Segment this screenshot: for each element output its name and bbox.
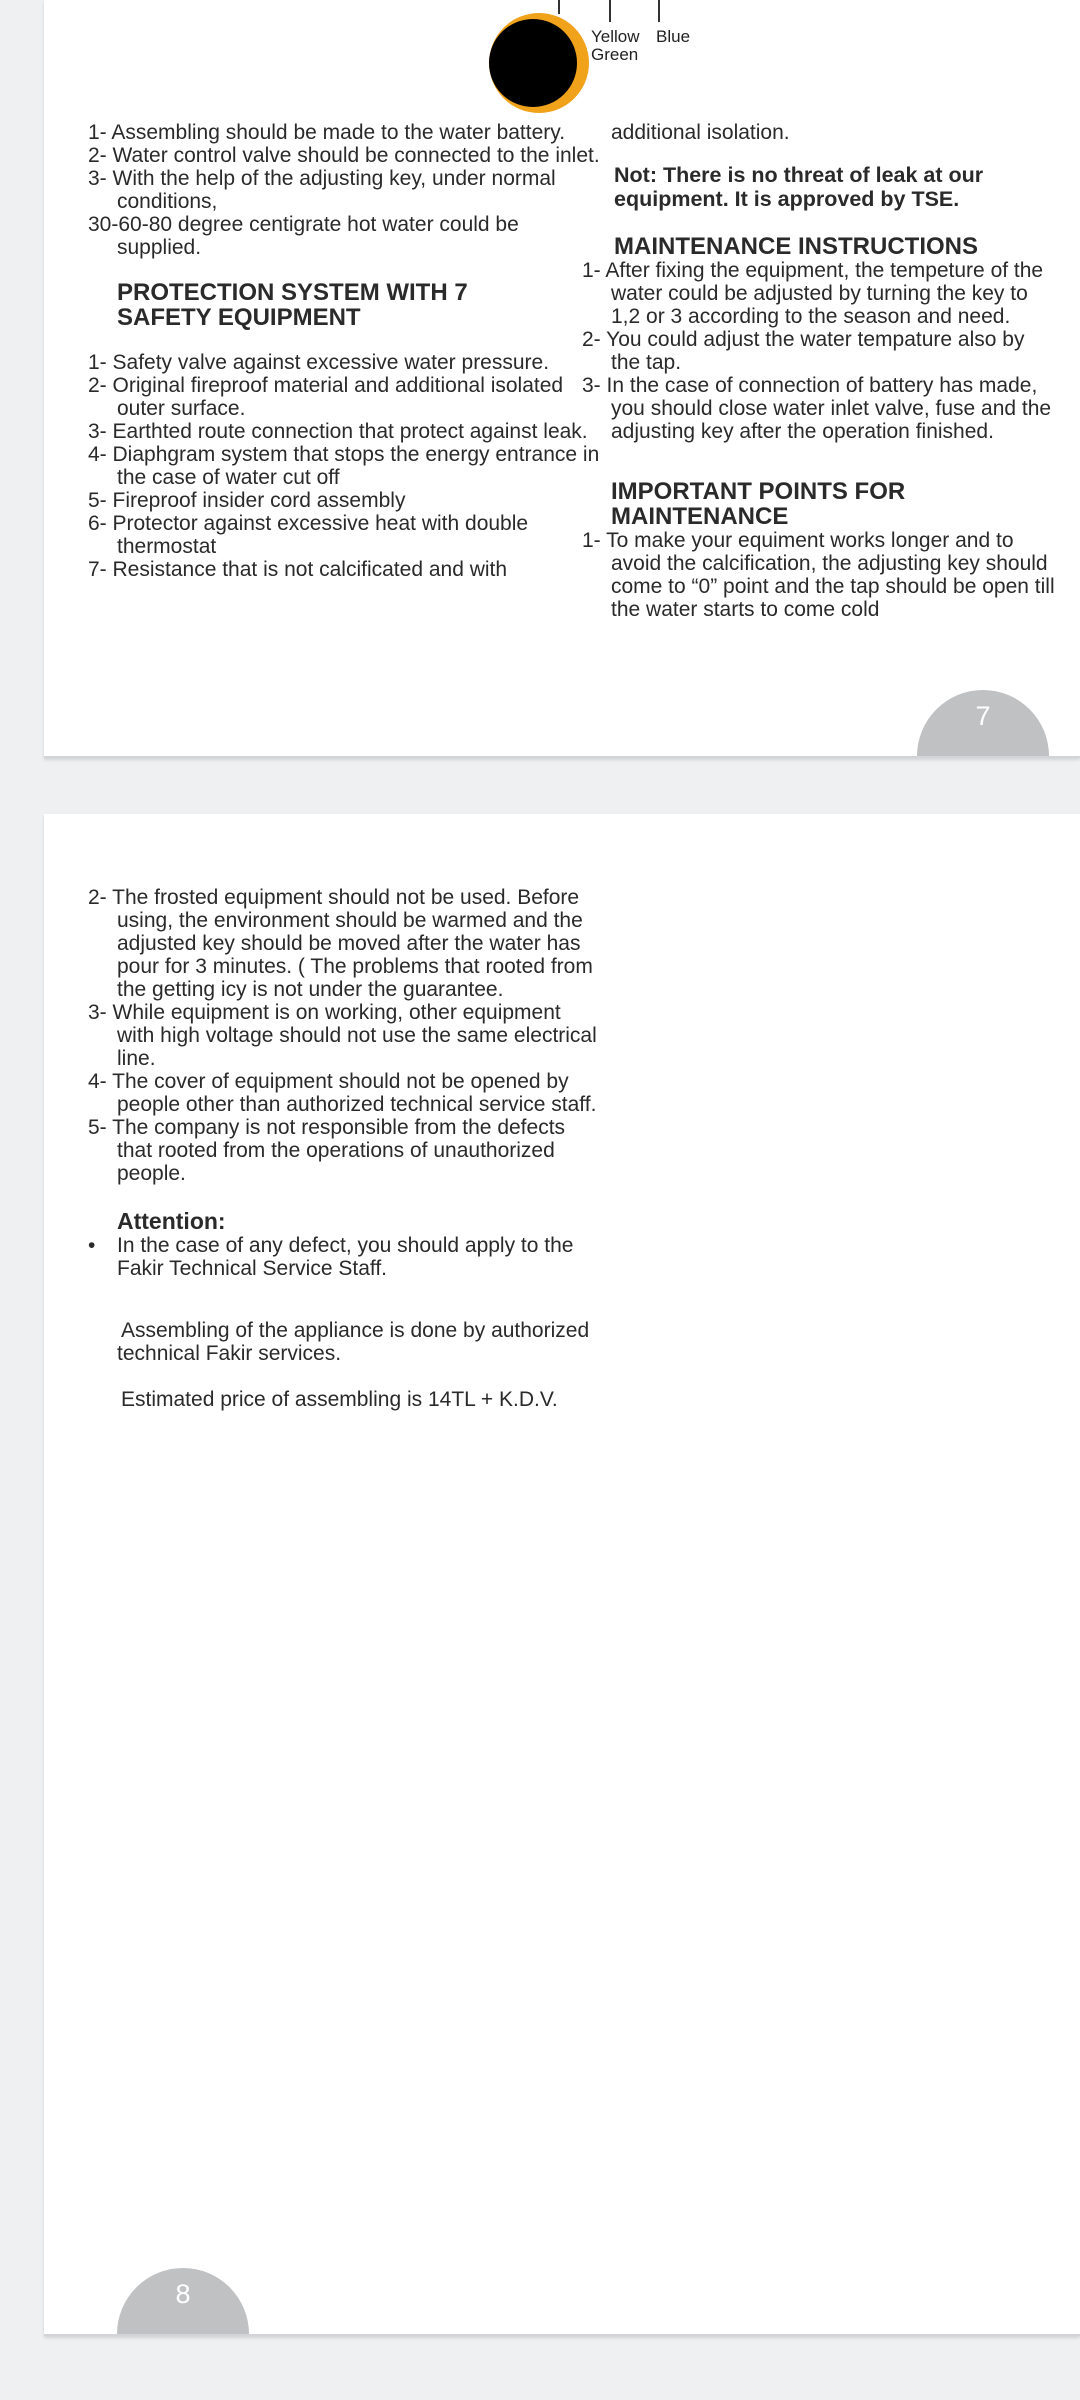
isolation-continuation: additional isolation. xyxy=(611,121,790,144)
maintenance-item: 2- You could adjust the water tempature also by the tap. xyxy=(582,328,1025,374)
maintenance-point: 3- While equipment is on working, other equipment with high voltage should not use the same electrical line. xyxy=(88,1001,597,1070)
attention-text: In the case of any defect, you should apply to the Fakir Technical Service Staff. xyxy=(117,1234,574,1280)
wire-label-yellow: Yellow xyxy=(591,27,640,46)
attention-bullet xyxy=(88,1234,600,1280)
assembly-step: 30-60-80 degree centigrate hot water could be supplied. xyxy=(88,213,519,259)
wire-label-blue: Blue xyxy=(656,27,691,46)
maintenance-point: 4- The cover of equipment should not be opened by people other than authorized technical service staff. xyxy=(88,1070,597,1116)
document-page-8 xyxy=(44,814,1080,2336)
protection-item: 2- Original fireproof material and additional isolated outer surface. xyxy=(88,374,564,420)
thermostat-dial-icon xyxy=(488,12,590,114)
bullet-icon: • xyxy=(88,1234,96,1257)
wire-label-green: Green xyxy=(591,45,639,64)
important-item: 1- To make your equiment works longer and to avoid the calcification, the adjusting key should come to “0” point and the tap should be open till the water starts to come cold xyxy=(582,529,1055,621)
page-number-badge: 8 xyxy=(117,2268,249,2334)
protection-item: 3- Earthted route connection that protect against leak. xyxy=(88,420,588,443)
protection-item: 1- Safety valve against excessive water pressure. xyxy=(88,351,550,374)
maintenance-heading: MAINTENANCE INSTRUCTIONS xyxy=(614,233,978,260)
right-column xyxy=(582,121,1058,621)
document-page-7 xyxy=(44,0,1080,758)
diagram-wire xyxy=(609,0,611,22)
left-column xyxy=(88,121,600,581)
protection-item: 7- Resistance that is not calcificated and with xyxy=(88,558,508,581)
protection-item: 4- Diaphgram system that stops the energy entrance in the case of water cut off xyxy=(88,443,600,489)
attention-heading: Attention: xyxy=(117,1208,226,1234)
left-column xyxy=(88,886,600,1411)
assembly-step: 2- Water control valve should be connected to the inlet. xyxy=(88,144,600,167)
diagram-wire xyxy=(658,0,660,22)
protection-item: 6- Protector against excessive heat with double thermostat xyxy=(88,512,529,558)
maintenance-item: 3- In the case of connection of battery has made, you should close water inlet valve, fuse and the adjusting key after the operation finished. xyxy=(582,374,1052,443)
leak-note: Not: There is no threat of leak at our equipment. It is approved by TSE. xyxy=(614,163,984,211)
maintenance-list xyxy=(582,259,1058,443)
assembly-step: 1- Assembling should be made to the water battery. xyxy=(88,121,566,144)
important-list xyxy=(582,529,1058,621)
protection-item: 5- Fireproof insider cord assembly xyxy=(88,489,406,512)
maintenance-point: 5- The company is not responsible from the defects that rooted from the operations of unauthorized people. xyxy=(88,1116,566,1185)
assembly-step: 3- With the help of the adjusting key, under normal conditions, xyxy=(88,167,556,213)
protection-list xyxy=(88,351,600,581)
important-heading: IMPORTANT POINTS FOR MAINTENANCE xyxy=(611,478,906,530)
assembling-note: Assembling of the appliance is done by authorized technical Fakir services. xyxy=(117,1319,590,1365)
price-note: Estimated price of assembling is 14TL + K.D.V. xyxy=(121,1388,558,1411)
protection-heading: PROTECTION SYSTEM WITH 7 SAFETY EQUIPMENT xyxy=(117,279,468,331)
maintenance-point: 2- The frosted equipment should not be used. Before using, the environment should be warmed and the adjusted key should be moved after the water has pour for 3 minutes. ( The problems that rooted from the getting icy is not under the guarantee. xyxy=(88,886,593,1001)
page-number-badge: 7 xyxy=(917,690,1049,756)
maintenance-item: 1- After fixing the equipment, the tempeture of the water could be adjusted by turning the key to 1,2 or 3 according to the season and need. xyxy=(582,259,1044,328)
